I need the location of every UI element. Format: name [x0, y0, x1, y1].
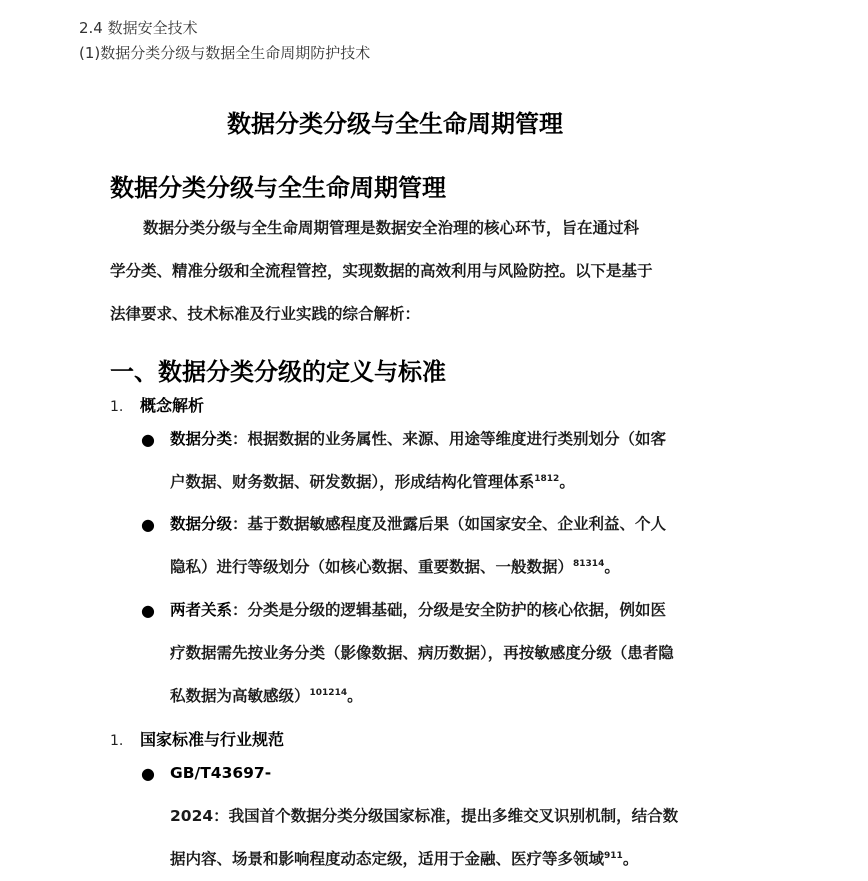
bullet-end: 。 [559, 473, 575, 491]
bullet-dot-icon: ● [141, 601, 155, 620]
bullet-term: 数据分级 [170, 515, 233, 533]
bullet-end: 。 [604, 558, 620, 576]
numbered-item-concepts [110, 394, 204, 419]
item-label: 国家标准与行业规范 [140, 730, 285, 749]
intro-line: 数据分类分级与全生命周期管理是数据安全治理的核心环节，旨在通过科 [143, 219, 640, 237]
bullet-dot-icon: ● [141, 430, 155, 449]
bullet-end: 。 [622, 850, 639, 868]
bullet-text: ：分类是分级的逻辑基础，分级是安全防护的核心依据，例如医 [232, 601, 667, 619]
citation-ref: 81314 [573, 558, 605, 569]
bullet-term-continued: 43697- [210, 764, 272, 782]
bullet-term: 两者关系 [170, 601, 233, 619]
numbered-item-standards [110, 728, 284, 753]
intro-line: 法律要求、技术标准及行业实践的综合解析： [110, 305, 421, 323]
citation-ref: 1812 [534, 473, 560, 484]
bullet-text: 隐私）进行等级划分（如核心数据、重要数据、一般数据） [170, 558, 574, 576]
document-heading: 数据分类分级与全生命周期管理 [110, 174, 446, 202]
intro-line: 学分类、精准分级和全流程管控，实现数据的高效利用与风险防控。以下是基于 [110, 262, 653, 280]
bullet-data-grading [141, 503, 683, 589]
citation-ref: 101214 [309, 687, 348, 698]
bullet-text: 户数据、财务数据、研发数据），形成结构化管理体系 [170, 473, 535, 491]
bullet-text: ：基于数据敏感程度及泄露后果（如国家安全、企业利益、个人 [232, 515, 667, 533]
bullet-text: ：根据数据的业务属性、来源、用途等维度进行类别划分（如客 [232, 430, 667, 448]
item-number: 1. [110, 733, 124, 749]
bullet-data-classification [141, 418, 683, 504]
bullet-relationship [141, 589, 683, 718]
bullet-text: 据内容、场景和影响程度动态定级，适用于金融、医疗等多领域 [170, 850, 605, 868]
bullet-term: GB/T [170, 764, 211, 782]
bullet-dot-icon: ● [141, 764, 155, 783]
bullet-text: 疗数据需先按业务分类（影像数据、病历数据），再按敏感度分级（患者隐 [170, 644, 674, 662]
bullet-end: 。 [347, 687, 363, 705]
bullet-text: 2024：我国首个数据分类分级国家标准，提出多维交叉识别机制，结合数 [170, 807, 679, 825]
bullet-gbt-standard [141, 752, 683, 881]
item-number: 1. [110, 399, 124, 415]
section-heading: 2.4 数据安全技术 [79, 19, 198, 37]
citation-ref: 911 [604, 850, 623, 861]
section1-heading: 一、数据分类分级的定义与标准 [110, 358, 446, 386]
item-label: 概念解析 [140, 396, 205, 415]
intro-paragraph [110, 207, 684, 336]
subsection-heading: (1)数据分类分级与数据全生命周期防护技术 [79, 44, 371, 62]
bullet-dot-icon: ● [141, 515, 155, 534]
bullet-term: 数据分类 [170, 430, 233, 448]
document-title: 数据分类分级与全生命周期管理 [227, 110, 563, 138]
bullet-text: 私数据为高敏感级） [170, 687, 310, 705]
